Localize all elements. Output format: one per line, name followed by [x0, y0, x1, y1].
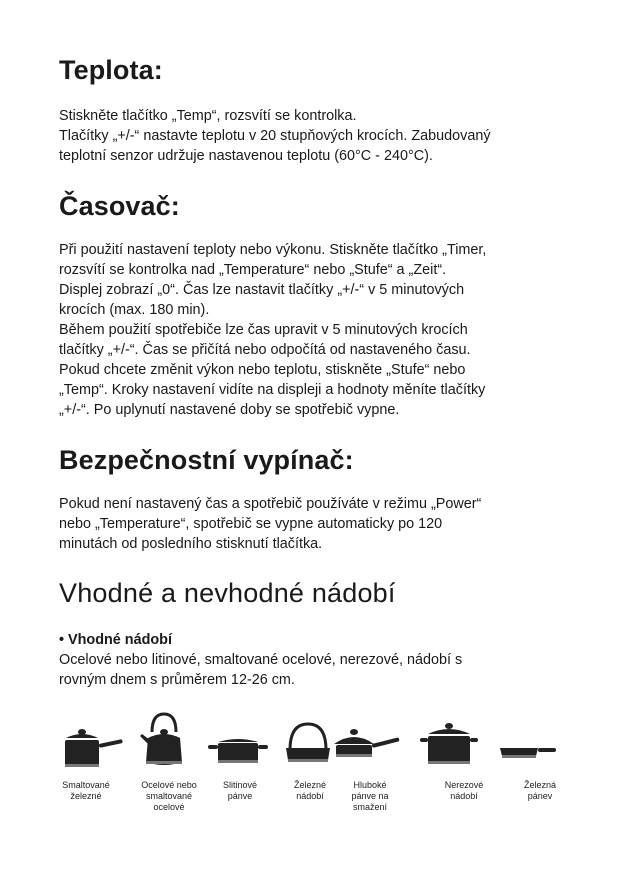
paragraph-teplota — [59, 106, 571, 166]
text-line: Při použití nastavení teploty nebo výkonu. Stiskněte tlačítko „Timer, — [59, 242, 487, 258]
text-line: Displej zobrazí „0“. Čas lze nastavit tlačítky „+/-“ v 5 minutových — [59, 282, 465, 298]
shallow-pot-icon — [206, 734, 270, 768]
text-line: „+/-“. Po uplynutí nastavené doby se spotřebič vypne. — [59, 402, 400, 418]
cookware-label: Slitinové pánve — [222, 780, 258, 801]
text-line: Stiskněte tlačítko „Temp“, rozsvítí se kontrolka. — [59, 108, 357, 124]
lidded-pan-icon — [332, 724, 402, 764]
text-line: Pokud chcete změnit výkon nebo teplotu, stiskněte „Stufe“ nebo — [59, 362, 466, 378]
cookware-label: Nerezové nádobí — [444, 780, 484, 801]
text-line: rovným dnem s průměrem 12-26 cm. — [59, 672, 295, 688]
cookware-label: Hluboké pánve na smažení — [351, 780, 389, 812]
handled-pot-icon — [282, 720, 334, 766]
cookware-row — [0, 708, 620, 838]
cookware-label: Ocelové nebo smaltované ocelové — [141, 780, 197, 812]
paragraph-bezpecnostni-vypinac — [59, 494, 571, 554]
text-line: minutách od posledního stisknutí tlačítka. — [59, 536, 323, 552]
heading-nadobi: Vhodné a nevhodné nádobí — [59, 578, 396, 608]
text-line: Pokud není nastavený čas a spotřebič používáte v režimu „Power“ — [59, 496, 482, 512]
stockpot-icon — [418, 718, 480, 768]
suitable-cookware-block — [59, 630, 462, 690]
suitable-title-line — [59, 630, 462, 650]
cookware-label: Smaltované železné — [62, 780, 110, 801]
suitable-title: Vhodné nádobí — [68, 632, 172, 648]
text-line: Ocelové nebo litinové, smaltované ocelové, nerezové, nádobí s — [59, 652, 463, 668]
text-line: krocích (max. 180 min). — [59, 302, 210, 318]
frying-pan-icon — [496, 736, 558, 764]
paragraph-casovac — [59, 240, 571, 420]
heading-teplota: Teplota: — [59, 55, 163, 85]
text-line: teplotní senzor udržuje nastavenou teplotu (60°C - 240°C). — [59, 148, 433, 164]
text-line: tlačítky „+/-“. Čas se přičítá nebo odpočítá od nastaveného času. — [59, 342, 471, 358]
cookware-label: Železné nádobí — [293, 780, 327, 801]
text-line: „Temp“. Kroky nastavení vidíte na displeji a hodnoty měníte tlačítky — [59, 382, 486, 398]
text-line: nebo „Temperature“, spotřebič se vypne automaticky po 120 — [59, 516, 443, 532]
bullet-icon: • — [59, 632, 65, 648]
heading-bezpecnostni-vypinac: Bezpečnostní vypínač: — [59, 445, 354, 475]
text-line: rozsvítí se kontrolka nad „Temperature“ nebo „Stufe“ a „Zeit“. — [59, 262, 447, 278]
cookware-label: Železná pánev — [523, 780, 557, 801]
text-line: Během použití spotřebiče lze čas upravit v 5 minutových krocích — [59, 322, 468, 338]
kettle-icon — [138, 710, 190, 770]
heading-casovac: Časovač: — [59, 191, 180, 221]
saucepan-icon — [62, 724, 128, 770]
text-line: Tlačítky „+/-“ nastavte teplotu v 20 stupňových krocích. Zabudovaný — [59, 128, 491, 144]
